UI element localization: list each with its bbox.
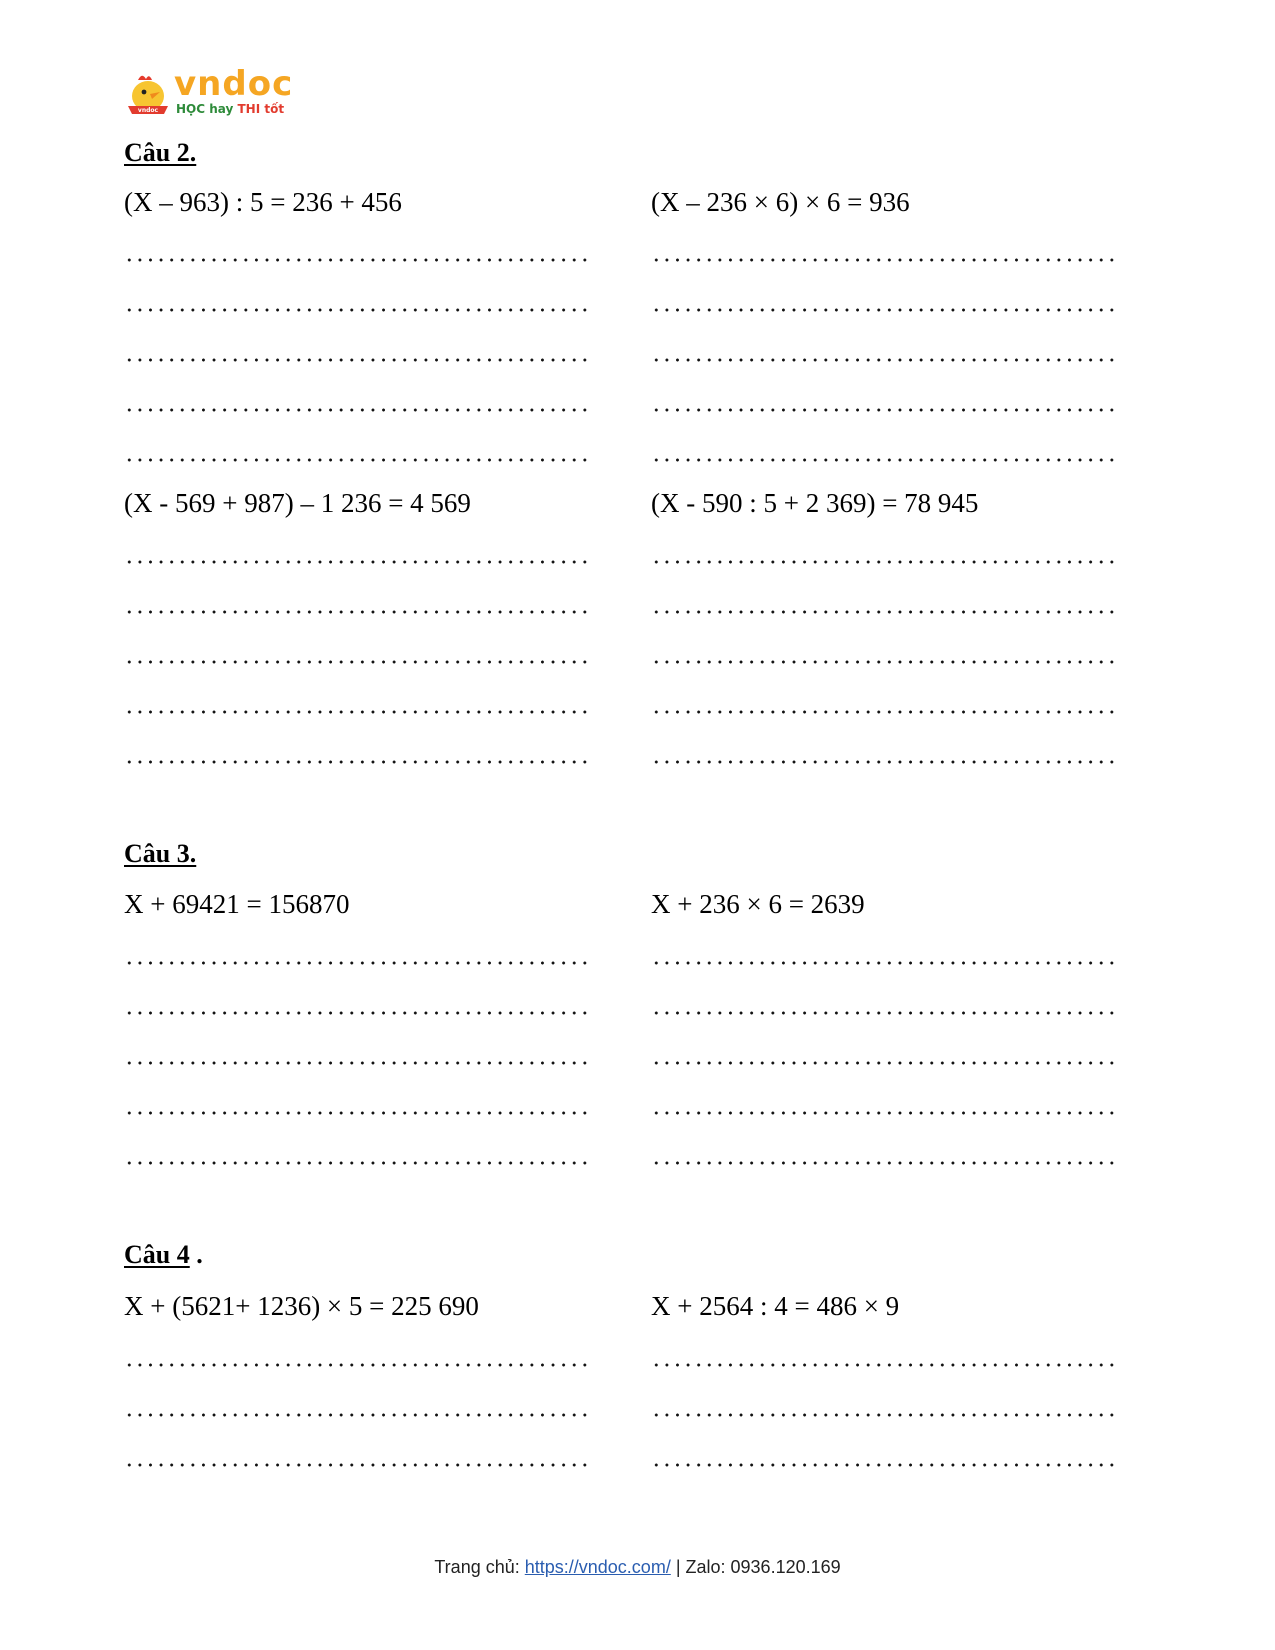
equation-2b: (X – 236 × 6) × 6 = 936: [651, 187, 910, 217]
answer-line[interactable]: [124, 258, 590, 262]
equation-2d: (X - 590 : 5 + 2 369) = 78 945: [651, 488, 979, 518]
equation-4a: X + (5621+ 1236) × 5 = 225 690: [124, 1291, 479, 1321]
answer-line[interactable]: [124, 1413, 590, 1417]
answer-line[interactable]: [124, 358, 590, 362]
answer-line[interactable]: [651, 458, 1117, 462]
answer-line[interactable]: [124, 408, 590, 412]
answer-line[interactable]: [124, 1161, 590, 1165]
answer-line[interactable]: [651, 610, 1117, 614]
svg-text:vndoc: vndoc: [137, 107, 159, 114]
answer-line[interactable]: [651, 1111, 1117, 1115]
logo-wordmark: vndoc: [174, 64, 294, 104]
answer-line[interactable]: [651, 961, 1117, 965]
answer-line[interactable]: [651, 258, 1117, 262]
homepage-link[interactable]: https://vndoc.com/: [524, 1557, 671, 1577]
answer-line[interactable]: [651, 1463, 1117, 1467]
answer-line[interactable]: [651, 560, 1117, 564]
answer-line[interactable]: [651, 408, 1117, 412]
vndoc-logo: [124, 64, 294, 120]
answer-line[interactable]: [124, 560, 590, 564]
equation-4b: X + 2564 : 4 = 486 × 9: [651, 1291, 900, 1321]
answer-line[interactable]: [124, 1061, 590, 1065]
equation-3a: X + 69421 = 156870: [124, 889, 350, 919]
answer-line[interactable]: [124, 710, 590, 714]
answer-line[interactable]: [651, 1363, 1117, 1367]
section-heading-cau-2: Câu 2.: [124, 138, 197, 167]
answer-line[interactable]: [124, 961, 590, 965]
chick-mascot-icon: [124, 70, 172, 118]
answer-line[interactable]: [124, 1011, 590, 1015]
answer-line[interactable]: [124, 660, 590, 664]
equation-3b: X + 236 × 6 = 2639: [651, 889, 865, 919]
answer-line[interactable]: [124, 1463, 590, 1467]
footer-contact: | Zalo: 0936.120.169: [670, 1557, 841, 1577]
answer-line[interactable]: [124, 1111, 590, 1115]
answer-line[interactable]: [651, 1413, 1117, 1417]
answer-line[interactable]: [124, 760, 590, 764]
section-heading-cau-3: Câu 3.: [124, 839, 197, 868]
answer-line[interactable]: [124, 1363, 590, 1367]
answer-line[interactable]: [651, 1161, 1117, 1165]
footer-label: Trang chủ:: [434, 1557, 525, 1577]
equation-2c: (X - 569 + 987) – 1 236 = 4 569: [124, 488, 471, 518]
logo-tagline: HỌC hay THI tốt: [176, 102, 285, 116]
page-footer: [0, 1556, 1275, 1578]
answer-line[interactable]: [124, 308, 590, 312]
answer-line[interactable]: [651, 1011, 1117, 1015]
answer-line[interactable]: [651, 710, 1117, 714]
answer-line[interactable]: [651, 358, 1117, 362]
answer-line[interactable]: [124, 610, 590, 614]
answer-line[interactable]: [651, 760, 1117, 764]
answer-line[interactable]: [124, 458, 590, 462]
answer-line[interactable]: [651, 308, 1117, 312]
answer-line[interactable]: [651, 1061, 1117, 1065]
answer-line[interactable]: [651, 660, 1117, 664]
section-heading-cau-4: Câu 4 .: [124, 1240, 203, 1269]
equation-2a: (X – 963) : 5 = 236 + 456: [124, 187, 402, 217]
